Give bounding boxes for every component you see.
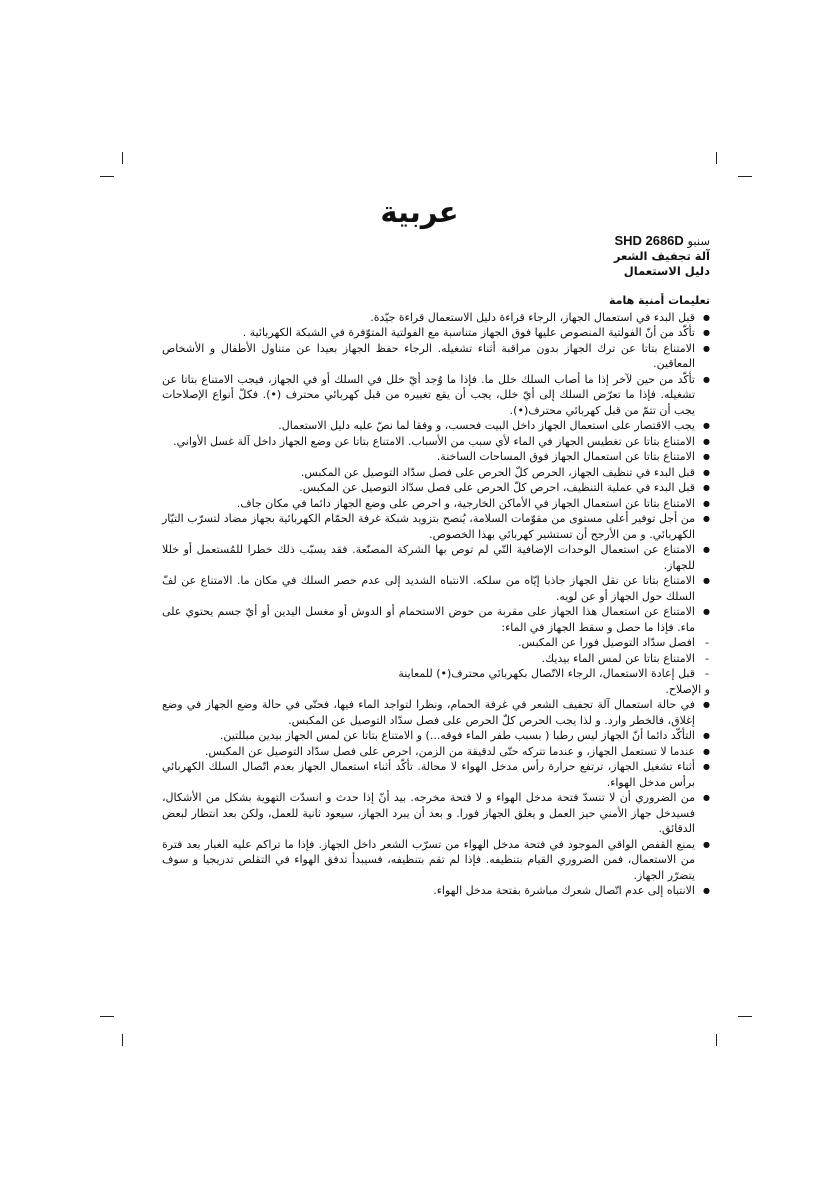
list-item: ● الامتناع عن استعمال هذا الجهاز على مقربة من حوض الاستحمام أو الدوش أو مغسل اليدين أو أيّ جسم يحتوي على ماء. فإذا ما حصل و سقط الجهاز في الماء: — [162, 604, 710, 635]
safety-title: تعليمات أمنية هامة — [608, 294, 710, 307]
crop-mark — [738, 176, 752, 177]
model-number: SHD 2686D — [614, 233, 684, 248]
list-item: ● الانتباه إلى عدم اتّصال شعرك مباشرة بفتحة مدخل الهواء. — [162, 883, 710, 899]
water-steps-list — [162, 635, 710, 682]
list-item: ● تأكّد من أنّ الفولتية المنصوص عليها فوق الجهاز متناسبة مع الفولتية المتوّفرة في الشبكة الكهربائية . — [162, 325, 710, 341]
list-item: ● أثناء تشغيل الجهاز، ترتفع حرارة رأس مدخل الهواء لا محالة. تأكّد أثناء استعمال الجهاز بعدم اتّصال السلك الكهربائي برأس مدخل الهواء. — [162, 759, 710, 790]
list-item: ● تأكّد من حين لآخر إذا ما أصاب السلك خلل ما. فإذا ما وُجد أيّ خلل في السلك أو في الجهاز، فيجب الامتناع بتاتا عن تشغيله. فإذا ما تعرّض السلك إلى أيّ خلل، يجب أن يقع تغييره من قبل كهربائي محترف (•). فكلّ أنواع الإصلاحات يجب أن تتمّ من قبل كهربائي محترف(•). — [162, 372, 710, 419]
list-item: - قبل إعادة الاستعمال، الرجاء الاتّصال بكهربائي محترف(•) للمعاينة — [162, 666, 710, 682]
crop-mark — [122, 1034, 123, 1046]
list-item: ● من الضروري أن لا تنسدّ فتحة مدخل الهواء و لا فتحة مخرجه. بيد أنّ إذا حدث و انسدّت التهوية بشكل من الأشكال، فسيدخل جهاز الأمني حيز العمل و يغلق الجهاز فورا. و بعد أن يبرد الجهاز، سيعود ثانية للعمل، ولكن بعد انتظار لبعض الدقائق. — [162, 790, 710, 837]
list-item: ● قبل البدء في عملية التنظيف، احرص كلّ الحرص على فصل سدّاد التوصيل عن المكبس. — [162, 480, 710, 496]
manual-title: دليل الاستعمال — [623, 264, 710, 278]
list-item: ● الامتناع بتاتا عن تغطيس الجهاز في الماء لأي سبب من الأسباب. الامتناع بتاتا عن وضع الجهاز داخل آلة غسل الأواني. — [162, 434, 710, 450]
manual-content — [162, 233, 710, 899]
crop-mark — [100, 176, 114, 177]
list-item: - افصل سدّاد التوصيل فورا عن المكبس. — [162, 635, 710, 651]
list-item: ● يمنع القفص الواقي الموجود في فتحة مدخل الهواء من تسرّب الشعر داخل الجهاز. فإذا ما تراكم عليه الغبار بعد فترة من الاستعمال، فمن الضروري القيام بتنظيفه. فإذا لم تقم بتنظيفه، فسيبدأ تدفق الهواء في التقلص تدريجيا و سوف يتضرّر الجهاز. — [162, 837, 710, 884]
list-item: ● الامتناع بتاتا عن ترك الجهاز بدون مراقبة أثناء تشغيله. الرجاء حفظ الجهاز بعيدا عن متناول الأطفال و الأشخاص المعاقين. — [162, 341, 710, 372]
list-item: - الامتناع بتاتا عن لمس الماء بيديك. — [162, 651, 710, 667]
list-item: ● الامتناع عن استعمال الوحدات الإضافية التّي لم توص بها الشركة المصنّعة. فقد يسبّب ذلك خطرا للمُستعمل أو خللا للجهاز. — [162, 542, 710, 573]
product-model-line — [162, 233, 710, 249]
safety-list-a — [162, 310, 710, 636]
crop-mark — [716, 152, 717, 164]
list-item: ● الامتناع بتاتا عن استعمال الجهاز في الأماكن الخارجية، و احرص على وضع الجهاز دائما في مكان جاف. — [162, 496, 710, 512]
product-block — [162, 233, 710, 279]
crop-mark — [122, 152, 123, 164]
crop-mark — [100, 1016, 114, 1017]
list-item: ● عندما لا تستعمل الجهاز، و عندما تتركه حتّى لدقيقة من الزمن، احرص على فصل سدّاد التوصيل عن المكبس. — [162, 744, 710, 760]
list-item: ● من أجل توفير أعلى مستوى من مقوّمات السلامة، يُنصح بتزويد شبكة غرفة الحمّام الكهربائية بجهاز مضاد لتسرّب التيّار الكهربائي. و من الأرجح أن تستشير كهربائي بهذا الخصوص. — [162, 511, 710, 542]
continuation-text: و الإصلاح. — [665, 682, 710, 696]
page-heading: عربية — [380, 195, 459, 229]
product-name: آلة تجفيف الشعر — [613, 249, 710, 263]
crop-mark — [716, 1034, 717, 1046]
safety-list-b — [162, 697, 710, 899]
list-item: ● قبل البدء في استعمال الجهاز، الرجاء قراءة دليل الاستعمال قراءة جيّدة. — [162, 310, 710, 326]
list-item: ● الامتناع بتاتا عن نقل الجهاز جاذبا إيّاه من سلكه. الانتباه الشديد إلى عدم حصر السلك في مكان ما. الامتناع عن لفّ السلك حول الجهاز أو عن لويه. — [162, 573, 710, 604]
list-item: ● في حالة استعمال آلة تجفيف الشعر في غرفة الحمام، ونظرا لتواجد الماء فيها، فحتّى في حالة وضع الجهاز في وضع إغلاق، فالخطر وارد. و لذا يجب الحرص كلّ الحرص على فصل سدّاد التوصيل عن المكبس. — [162, 697, 710, 728]
list-item: ● الامتناع بتاتا عن استعمال الجهاز فوق المساحات الساخنة. — [162, 449, 710, 465]
list-item: ● يجب الاقتصار على استعمال الجهاز داخل البيت فحسب، و وفقا لما نصّ عليه دليل الاستعمال. — [162, 418, 710, 434]
crop-mark — [738, 1016, 752, 1017]
brand-name: سنبو — [687, 234, 710, 248]
list-item: ● قبل البدء في تنظيف الجهاز، الحرص كلّ الحرص على فصل سدّاد التوصيل عن المكبس. — [162, 465, 710, 481]
list-item: ● التأكّد دائما أنّ الجهاز ليس رطبا ( بسبب طفر الماء فوقه...) و الامتناع بتاتا عن لمس الجهاز بيدين مبللتين. — [162, 728, 710, 744]
